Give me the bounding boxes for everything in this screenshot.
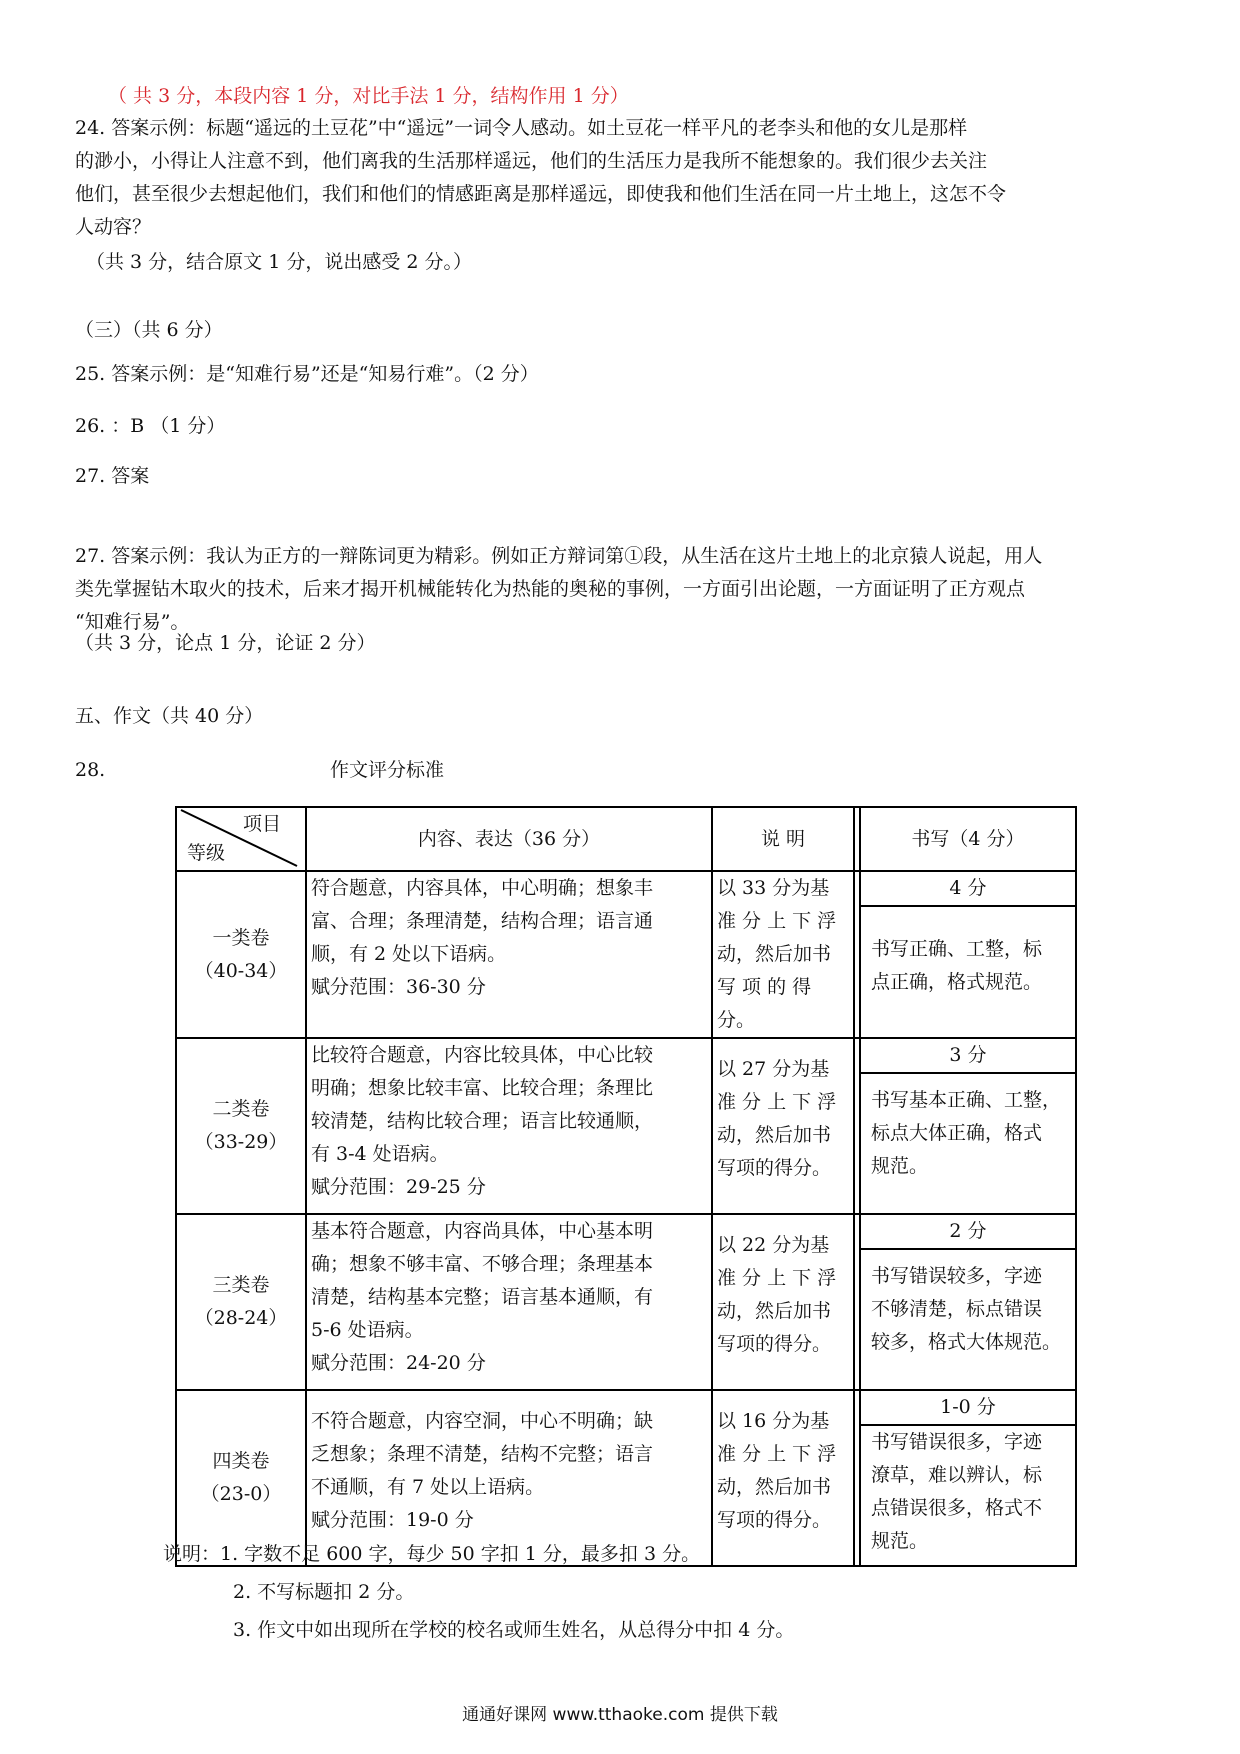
content-line: 赋分范围：19-0 分 [311, 1509, 474, 1531]
explanation-line: 写项的得分。 [717, 1509, 832, 1531]
level-cell [176, 1214, 306, 1390]
writing-score: 4 分 [861, 872, 1075, 907]
writing-line: 书写错误较多，字迹 [871, 1265, 1043, 1287]
explanation-cell [712, 1390, 854, 1566]
writing-line: 规范。 [871, 1155, 929, 1177]
explanation-line: 准 分 上 下 浮 [717, 910, 837, 932]
q25-answer: 25. 答案示例：是“知难行易”还是“知易行难”。（2 分） [75, 363, 539, 385]
level-cell [176, 1038, 306, 1214]
header-writing: 书写（4 分） [860, 807, 1076, 871]
content-line: 比较符合题意，内容比较具体，中心比较 [311, 1044, 654, 1066]
table-header-row [176, 807, 1076, 871]
writing-score: 2 分 [861, 1215, 1075, 1250]
content-line: 有 3-4 处语病。 [311, 1143, 449, 1165]
q27-answer [75, 540, 1175, 639]
note-line-3: 3. 作文中如出现所在学校的校名或师生姓名，从总得分中扣 4 分。 [233, 1619, 795, 1641]
header-explanation: 说 明 [712, 807, 854, 871]
explanation-cell [712, 871, 854, 1038]
explanation-line: 写项的得分。 [717, 1333, 832, 1355]
writing-line: 书写正确、工整，标 [871, 938, 1043, 960]
explanation-line: 准 分 上 下 浮 [717, 1267, 837, 1289]
explanation-line: 动，然后加书 [717, 943, 832, 965]
q24-line: 的渺小，小得让人注意不到，他们离我的生活那样遥远，他们的生活压力是我所不能想象的。我们很少去关注 [75, 150, 988, 172]
level-name: 二类卷 [212, 1098, 270, 1120]
note-line-1: 说明：1. 字数不足 600 字，每少 50 字扣 1 分，最多扣 3 分。 [163, 1543, 701, 1565]
content-line: 赋分范围：36-30 分 [311, 976, 486, 998]
q28-title: 作文评分标准 [330, 759, 445, 781]
writing-score: 1-0 分 [861, 1391, 1075, 1426]
corner-label-level: 等级 [187, 842, 226, 864]
explanation-line: 以 16 分为基 [717, 1410, 830, 1432]
essay-rubric-table [175, 806, 1077, 1567]
level-name: 四类卷 [212, 1450, 270, 1472]
q24-score-note: （共 3 分，结合原文 1 分，说出感受 2 分。） [86, 251, 473, 273]
explanation-line: 动，然后加书 [717, 1300, 832, 1322]
q23-score-note: （ 共 3 分，本段内容 1 分，对比手法 1 分，结构作用 1 分） [108, 85, 629, 107]
level-range: （28-24） [194, 1307, 288, 1329]
writing-cell [860, 1214, 1076, 1390]
content-line: 清楚，结构基本完整；语言基本通顺，有 [311, 1286, 654, 1308]
explanation-line: 写 项 的 得 [717, 976, 812, 998]
q24-line: 人动容？ [75, 216, 152, 238]
writing-cell [860, 1038, 1076, 1214]
q27-line: “知难行易”。 [75, 611, 190, 633]
writing-line: 不够清楚，标点错误 [871, 1298, 1043, 1320]
writing-line: 潦草，难以辨认，标 [871, 1464, 1043, 1486]
explanation-line: 以 33 分为基 [717, 877, 830, 899]
table-row [176, 871, 1076, 1038]
content-cell [306, 1214, 712, 1390]
section-3-heading: （三）（共 6 分） [75, 319, 223, 341]
content-line: 不符合题意，内容空洞，中心不明确；缺 [311, 1410, 654, 1432]
writing-line: 书写错误很多，字迹 [871, 1431, 1043, 1453]
q27-line: 类先掌握钻木取火的技术，后来才揭开机械能转化为热能的奥秘的事例，一方面引出论题，一方面证明了正方观点 [75, 578, 1026, 600]
table-row [176, 1214, 1076, 1390]
q27-line: 27. 答案示例：我认为正方的一辩陈词更为精彩。例如正方辩词第①段，从生活在这片土地上的北京猿人说起，用人 [75, 545, 1043, 567]
writing-line: 较多，格式大体规范。 [871, 1331, 1062, 1353]
q26-answer: 26. ：B （1 分） [75, 415, 226, 437]
explanation-line: 动，然后加书 [717, 1124, 832, 1146]
explanation-line: 准 分 上 下 浮 [717, 1091, 837, 1113]
level-range: （40-34） [194, 959, 288, 982]
writing-line: 点错误很多，格式不 [871, 1497, 1043, 1519]
q27-score-note: （共 3 分，论点 1 分，论证 2 分） [75, 632, 376, 654]
level-name: 一类卷 [212, 926, 270, 949]
corner-label-item: 项目 [242, 813, 281, 835]
header-content: 内容、表达（36 分） [306, 807, 712, 871]
writing-line: 标点大体正确，格式 [871, 1122, 1043, 1144]
content-line: 赋分范围：29-25 分 [311, 1176, 486, 1198]
writing-line: 点正确，格式规范。 [871, 971, 1043, 993]
content-line: 5-6 处语病。 [311, 1319, 424, 1341]
writing-line: 书写基本正确、工整， [871, 1089, 1062, 1111]
content-line: 富、合理；条理清楚，结构合理；语言通 [311, 910, 654, 932]
writing-description [861, 1074, 1075, 1183]
level-name: 三类卷 [212, 1274, 270, 1296]
table-row [176, 1038, 1076, 1214]
level-cell [176, 871, 306, 1038]
content-line: 顺，有 2 处以下语病。 [311, 943, 507, 965]
page-footer: 通通好课网 www.tthaoke.com 提供下载 [462, 1705, 778, 1725]
content-line: 乏想象；条理不清楚，结构不完整；语言 [311, 1443, 654, 1465]
writing-description [861, 907, 1075, 999]
writing-cell [860, 871, 1076, 1038]
note-line-2: 2. 不写标题扣 2 分。 [233, 1581, 415, 1603]
explanation-cell [712, 1038, 854, 1214]
explanation-line: 以 27 分为基 [717, 1058, 830, 1080]
content-line: 符合题意，内容具体，中心明确；想象丰 [311, 877, 654, 899]
content-line: 赋分范围：24-20 分 [311, 1352, 486, 1374]
explanation-line: 写项的得分。 [717, 1157, 832, 1179]
content-line: 明确；想象比较丰富、比较合理；条理比 [311, 1077, 654, 1099]
level-range: （23-0） [200, 1483, 282, 1505]
content-cell [306, 871, 712, 1038]
explanation-line: 动，然后加书 [717, 1476, 832, 1498]
content-line: 确；想象不够丰富、不够合理；条理基本 [311, 1253, 654, 1275]
q28-number: 28. [75, 759, 106, 781]
explanation-line: 以 22 分为基 [717, 1234, 830, 1256]
content-line: 不通顺，有 7 处以上语病。 [311, 1476, 545, 1498]
level-range: （33-29） [194, 1131, 288, 1153]
explanation-cell [712, 1214, 854, 1390]
q24-line: 24. 答案示例：标题“遥远的土豆花”中“遥远”一词令人感动。如土豆花一样平凡的老李头和他的女儿是那样 [75, 117, 968, 139]
q24-answer [75, 112, 1175, 244]
writing-description [861, 1426, 1075, 1558]
content-line: 较清楚，结构比较合理；语言比较通顺， [311, 1110, 654, 1132]
writing-cell [860, 1390, 1076, 1566]
content-line: 基本符合题意，内容尚具体，中心基本明 [311, 1220, 654, 1242]
explanation-line: 分。 [717, 1009, 756, 1031]
explanation-line: 准 分 上 下 浮 [717, 1443, 837, 1465]
q27-heading: 27. 答案 [75, 465, 150, 487]
corner-cell [176, 807, 306, 871]
q24-line: 他们，甚至很少去想起他们，我们和他们的情感距离是那样遥远，即使我和他们生活在同一片土地上，这怎不令 [75, 183, 1007, 205]
content-cell [306, 1038, 712, 1214]
section-5-heading: 五、作文（共 40 分） [75, 705, 264, 727]
writing-score: 3 分 [861, 1039, 1075, 1074]
writing-line: 规范。 [871, 1530, 929, 1552]
writing-description [861, 1250, 1075, 1359]
